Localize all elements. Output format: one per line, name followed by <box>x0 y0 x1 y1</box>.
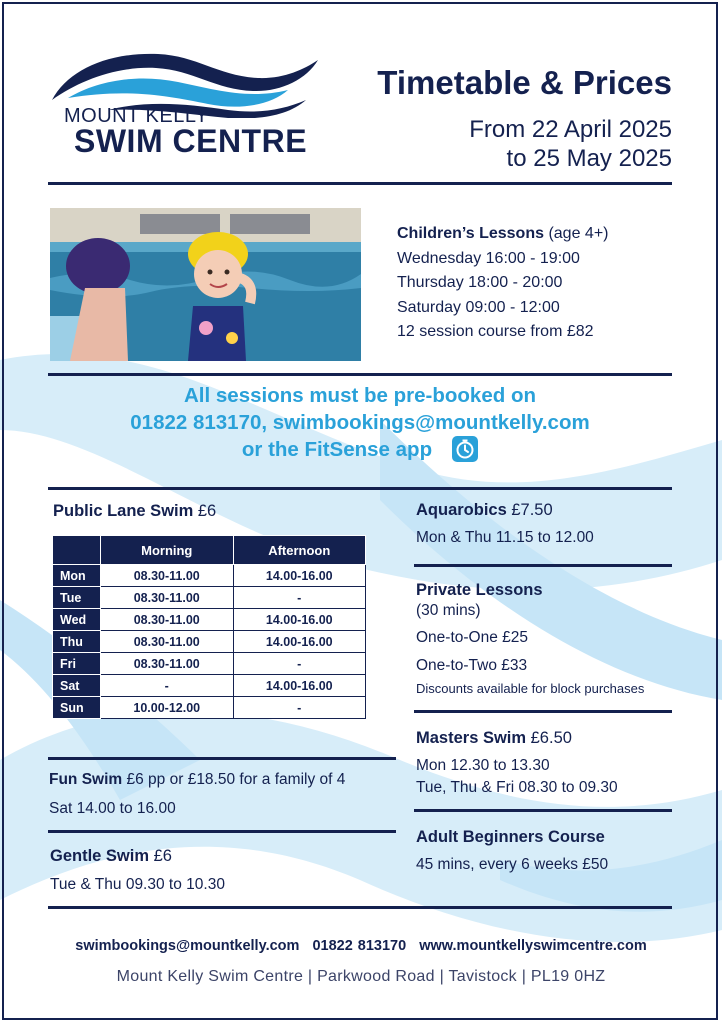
adult-beginners-heading: Adult Beginners Course <box>416 828 605 846</box>
column-header-morning: Morning <box>101 536 234 565</box>
masters-swim-time-1: Mon 12.30 to 13.30 <box>416 757 550 774</box>
day-cell: Fri <box>53 653 101 675</box>
morning-cell: 08.30-11.00 <box>101 609 234 631</box>
masters-swim-heading-line <box>416 729 572 748</box>
childrens-lessons-line: Thursday 18:00 - 20:00 <box>397 274 563 291</box>
table-row <box>53 587 366 609</box>
morning-cell: 08.30-11.00 <box>101 631 234 653</box>
day-cell: Thu <box>53 631 101 653</box>
public-lane-price: £6 <box>193 502 217 520</box>
date-line-2: to 25 May 2025 <box>506 145 672 172</box>
childrens-lessons <box>397 222 608 345</box>
masters-swim-price: £6.50 <box>526 729 572 747</box>
timetable-header-row <box>53 536 366 565</box>
private-lessons-duration: (30 mins) <box>416 602 481 619</box>
morning-cell: - <box>101 675 234 697</box>
private-lessons-one-to-one: One-to-One £25 <box>416 629 529 646</box>
day-cell: Tue <box>53 587 101 609</box>
public-lane-timetable <box>52 535 366 719</box>
morning-cell: 10.00-12.00 <box>101 697 234 719</box>
table-row <box>53 697 366 719</box>
gentle-swim-time: Tue & Thu 09.30 to 10.30 <box>50 876 225 893</box>
pool-photo-illustration <box>50 208 361 361</box>
footer-address: Mount Kelly Swim Centre | Parkwood Road | Tavistock | PL19 0HZ <box>116 968 606 985</box>
fun-swim-price: £6 pp or £18.50 for a family of 4 <box>122 771 346 788</box>
footer-website-link[interactable]: www.mountkellyswimcentre.com <box>419 938 647 954</box>
adult-beginners-detail: 45 mins, every 6 weeks £50 <box>416 856 609 873</box>
divider <box>414 710 672 713</box>
booking-notice <box>50 382 670 464</box>
footer-contacts <box>50 938 672 954</box>
morning-cell: 08.30-11.00 <box>101 587 234 609</box>
aquarobics-heading: Aquarobics <box>416 501 507 519</box>
fun-swim-heading-line <box>49 771 345 789</box>
day-cell: Wed <box>53 609 101 631</box>
table-row <box>53 609 366 631</box>
divider <box>48 373 672 376</box>
aquarobics-heading-line <box>416 501 553 520</box>
afternoon-cell: - <box>233 587 366 609</box>
childrens-lessons-heading: Children’s Lessons <box>397 225 544 242</box>
afternoon-cell: - <box>233 653 366 675</box>
day-cell: Sun <box>53 697 101 719</box>
divider <box>48 906 672 909</box>
day-cell: Mon <box>53 565 101 587</box>
private-lessons-heading: Private Lessons <box>416 581 543 599</box>
fitsense-app-icon <box>452 436 478 462</box>
aquarobics-price: £7.50 <box>506 501 553 519</box>
afternoon-cell: 14.00-16.00 <box>233 631 366 653</box>
divider <box>414 564 672 567</box>
timer-icon <box>452 436 478 462</box>
date-line-1: From 22 April 2025 <box>469 116 672 143</box>
divider <box>414 809 672 812</box>
divider <box>48 830 396 833</box>
logo-text-line2: SWIM CENTRE <box>74 123 308 159</box>
afternoon-cell: 14.00-16.00 <box>233 675 366 697</box>
childrens-lessons-line: Wednesday 16:00 - 19:00 <box>397 249 580 267</box>
booking-line-2: 01822 813170, swimbookings@mountkelly.com <box>130 411 590 434</box>
pool-photo <box>50 208 361 361</box>
table-row <box>53 653 366 675</box>
fun-swim-time: Sat 14.00 to 16.00 <box>49 800 176 817</box>
timetable-corner <box>53 536 101 565</box>
private-lessons-one-to-two: One-to-Two £33 <box>416 657 528 674</box>
footer-phone[interactable]: 01822 813170 <box>312 938 407 954</box>
morning-cell: 08.30-11.00 <box>101 653 234 675</box>
logo <box>48 48 320 160</box>
fun-swim-heading: Fun Swim <box>49 771 123 788</box>
afternoon-cell: 14.00-16.00 <box>233 565 366 587</box>
masters-swim-time-2: Tue, Thu & Fri 08.30 to 09.30 <box>416 779 618 796</box>
childrens-lessons-age: (age 4+) <box>544 225 609 242</box>
public-lane-heading: Public Lane Swim <box>53 502 194 520</box>
afternoon-cell: 14.00-16.00 <box>233 609 366 631</box>
booking-line-3-wrap <box>50 436 670 464</box>
childrens-lessons-heading-line <box>397 222 608 247</box>
afternoon-cell: - <box>233 697 366 719</box>
day-cell: Sat <box>53 675 101 697</box>
private-lessons-note: Discounts available for block purchases <box>416 681 645 696</box>
gentle-swim-heading-line <box>50 847 172 866</box>
gentle-swim-heading: Gentle Swim <box>50 847 150 865</box>
logo-text-line1: MOUNT KELLY <box>64 105 209 127</box>
table-row <box>53 631 366 653</box>
page-title: Timetable & Prices <box>377 64 672 101</box>
divider <box>48 182 672 185</box>
table-row <box>53 565 366 587</box>
booking-line-3: or the FitSense app <box>241 438 433 461</box>
divider <box>48 757 396 760</box>
divider <box>48 487 672 490</box>
childrens-lessons-line: 12 session course from £82 <box>397 323 594 340</box>
date-range <box>469 115 672 173</box>
column-header-afternoon: Afternoon <box>233 536 366 565</box>
public-lane-heading-line <box>53 502 216 521</box>
childrens-lessons-line: Saturday 09:00 - 12:00 <box>397 298 560 316</box>
morning-cell: 08.30-11.00 <box>101 565 234 587</box>
table-row <box>53 675 366 697</box>
aquarobics-time: Mon & Thu 11.15 to 12.00 <box>416 529 594 546</box>
masters-swim-heading: Masters Swim <box>416 729 527 747</box>
gentle-swim-price: £6 <box>149 847 172 865</box>
footer-email-link[interactable]: swimbookings@mountkelly.com <box>75 938 300 954</box>
booking-line-1: All sessions must be pre-booked on <box>184 384 536 407</box>
